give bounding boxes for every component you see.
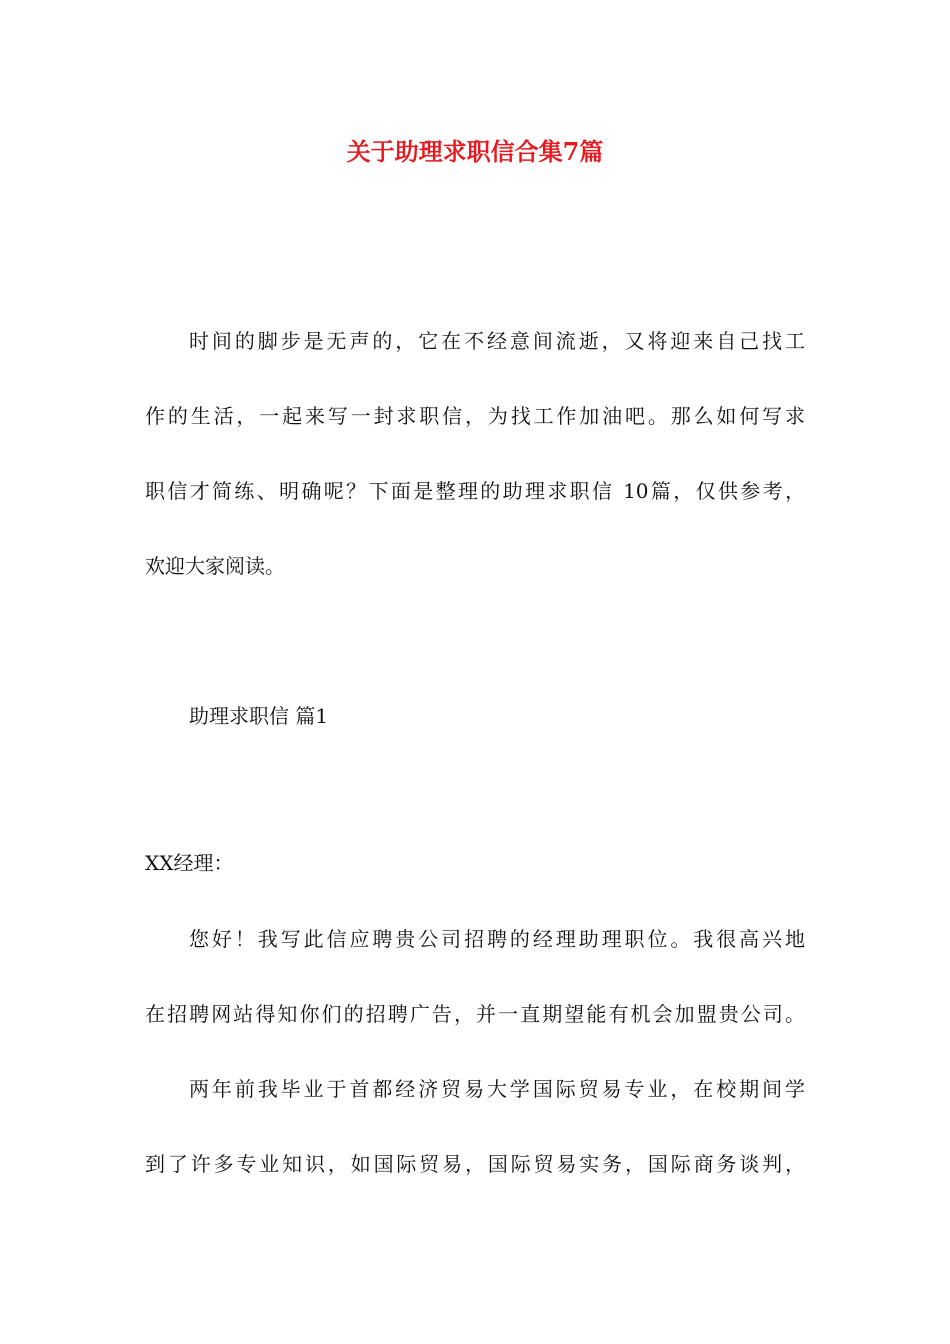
document-title: 关于助理求职信合集7篇 <box>346 137 604 166</box>
intro-line-4: 欢迎大家阅读。 <box>145 554 285 578</box>
intro-line-3: 职信才简练、明确呢？下面是整理的助理求职信 10篇，仅供参考， <box>145 479 805 503</box>
letter-line-4: 到了许多专业知识，如国际贸易，国际贸易实务，国际商务谈判， <box>145 1152 805 1176</box>
letter-line-1: 您好！我写此信应聘贵公司招聘的经理助理职位。我很高兴地 <box>189 927 805 951</box>
letter-line-3: 两年前我毕业于首都经济贸易大学国际贸易专业，在校期间学 <box>189 1077 805 1101</box>
letter-line-2: 在招聘网站得知你们的招聘广告，并一直期望能有机会加盟贵公司。 <box>145 1002 805 1026</box>
letter-salutation: XX经理： <box>145 851 234 875</box>
intro-line-1: 时间的脚步是无声的，它在不经意间流逝，又将迎来自己找工 <box>189 329 805 353</box>
intro-line-2: 作的生活，一起来写一封求职信，为找工作加油吧。那么如何写求 <box>145 404 805 428</box>
section-heading: 助理求职信 篇1 <box>189 704 329 728</box>
